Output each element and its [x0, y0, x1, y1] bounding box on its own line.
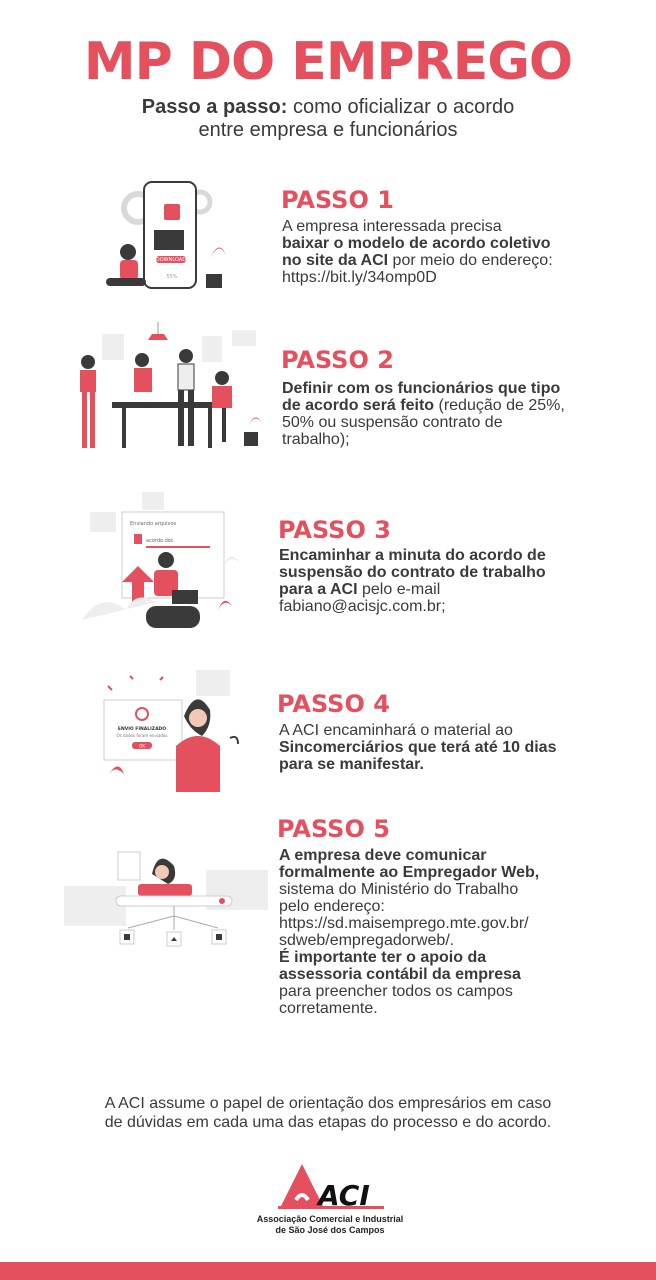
bottom-bar [0, 1262, 656, 1280]
step-3-line-2: suspensão do contrato de trabalho [279, 564, 546, 581]
logo-caption-line-1: Associação Comercial e Industrial [256, 1214, 404, 1224]
step-1-text [282, 218, 612, 286]
subtitle-line-2: entre empresa e funcionários [198, 119, 458, 141]
step-1-line-4: https://bit.ly/34omp0D [282, 269, 437, 286]
step-5-text [279, 847, 609, 1017]
page-title: MP DO EMPREGO [83, 32, 573, 92]
confirmation-ok-button: OK [138, 744, 146, 750]
step-5-line-3: sistema do Ministério do Trabalho [279, 881, 519, 898]
web-search-illustration [64, 844, 270, 954]
step-3-line-3: para a ACI pelo e-mail [279, 581, 441, 598]
step-5-line-6: sdweb/empregadorweb/. [279, 932, 455, 949]
logo-caption-line-2: de São José dos Campos [275, 1225, 385, 1235]
step-2-line-4: trabalho); [282, 431, 350, 448]
step-5-line-8: assessoria contábil da empresa [279, 966, 521, 983]
download-percent: 55% [166, 274, 178, 280]
step-2-line-3: 50% ou suspensão contrato de [282, 414, 503, 431]
step-2-text [282, 380, 612, 448]
step-3-text [279, 547, 609, 615]
phone-download-illustration [98, 178, 238, 298]
step-5-line-2: formalmente ao Empregador Web, [279, 864, 540, 881]
confirmation-heading: ENVIO FINALIZADO [117, 727, 167, 732]
step-1-line-3: no site da ACI por meio do endereço: [282, 252, 553, 269]
step-5-line-9: para preencher todos os campos [279, 983, 513, 1000]
step-5-line-5: https://sd.maisemprego.mte.gov.br/ [279, 915, 529, 932]
team-meeting-illustration [72, 322, 272, 452]
step-3-line-4: fabiano@acisjc.com.br; [279, 598, 446, 615]
step-4-line-1: A ACI encaminhará o material ao [279, 722, 513, 739]
step-1-line-1: A empresa interessada precisa [282, 218, 502, 235]
step-4-text [279, 722, 609, 773]
footer-note-line-2: de dúvidas em cada uma das etapas do processo e do acordo. [104, 1114, 552, 1131]
step-2-line-1: Definir com os funcionários que tipo [282, 380, 561, 397]
step-4-line-3: para se manifestar. [279, 756, 424, 773]
step-5-line-4: pelo endereço: [279, 898, 385, 915]
step-5-line-7: É importante ter o apoio da [279, 949, 487, 966]
step-4-line-2: Sincomerciários que terá até 10 dias [279, 739, 557, 756]
step-3-title: PASSO 3 [278, 516, 391, 544]
step-2-title: PASSO 2 [281, 346, 394, 374]
confirmation-subtext: Os dados foram enviados [116, 733, 168, 738]
subtitle-bold: Passo a passo: [141, 96, 288, 118]
logo-caption [250, 1214, 410, 1236]
footer-note [40, 1094, 616, 1132]
download-label: DOWNLOAD [155, 257, 187, 263]
file-upload-illustration [82, 490, 252, 635]
step-5-line-1: A empresa deve comunicar [279, 847, 487, 864]
subtitle-line-1: como oficializar o acordo [287, 96, 515, 118]
step-4-title: PASSO 4 [277, 690, 390, 718]
confirmation-illustration [100, 666, 250, 796]
step-1-line-2: baixar o modelo de acordo coletivo [282, 235, 551, 252]
logo-wordmark: ACI [318, 1179, 370, 1212]
page-subtitle [0, 96, 656, 142]
step-3-line-1: Encaminhar a minuta do acordo de [279, 547, 546, 564]
footer-note-line-1: A ACI assume o papel de orientação dos empresários em caso [104, 1095, 552, 1112]
upload-file-name: acordo.doc [146, 538, 174, 544]
upload-header: Enviando arquivos [130, 521, 177, 527]
step-1-title: PASSO 1 [281, 186, 394, 214]
step-2-line-2: de acordo será feito (redução de 25%, [282, 397, 565, 414]
step-5-line-10: corretamente. [279, 1000, 378, 1017]
step-5-title: PASSO 5 [277, 815, 390, 843]
